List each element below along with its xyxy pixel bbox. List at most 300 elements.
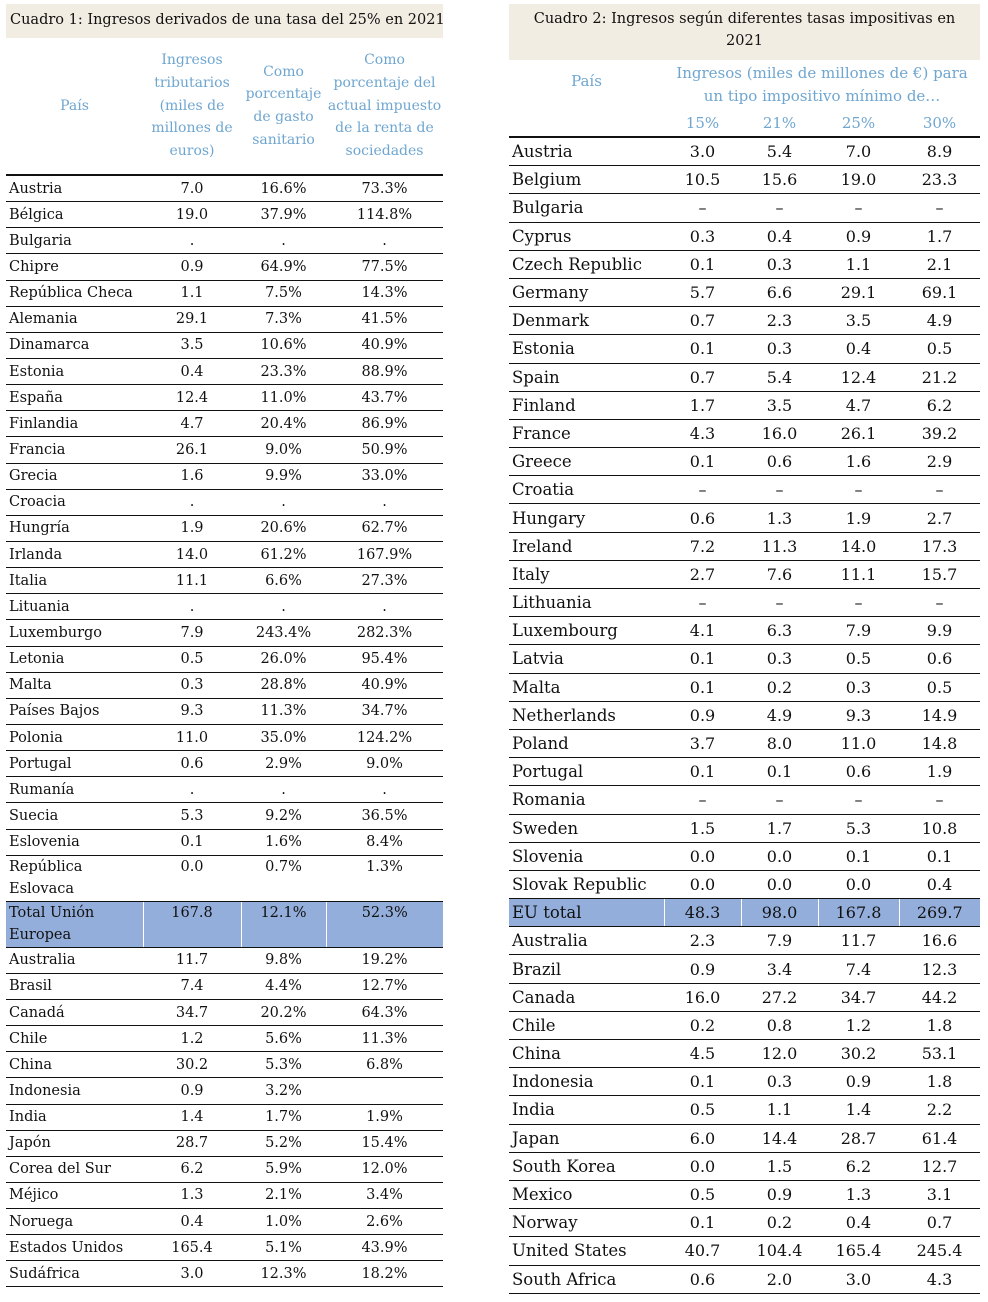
value-cell: . xyxy=(326,228,443,254)
value-cell: 12.1% xyxy=(241,901,326,947)
table-2-panel xyxy=(509,4,980,1294)
country-cell: Czech Republic xyxy=(509,250,664,278)
value-cell: 0.5 xyxy=(143,646,241,672)
table-row xyxy=(6,620,443,646)
value-cell: 114.8% xyxy=(326,202,443,228)
value-cell: 0.0 xyxy=(143,855,241,901)
value-cell: 2.0 xyxy=(741,1265,818,1293)
value-cell: 19.0 xyxy=(818,166,899,194)
country-cell: Poland xyxy=(509,729,664,757)
value-cell: 18.2% xyxy=(326,1261,443,1287)
value-cell: 5.9% xyxy=(241,1156,326,1182)
table-row xyxy=(509,645,980,673)
value-cell: 29.1 xyxy=(143,306,241,332)
value-cell: 7.2 xyxy=(664,532,741,560)
value-cell: 3.1 xyxy=(899,1180,980,1208)
value-cell: . xyxy=(241,228,326,254)
value-cell: 1.4 xyxy=(143,1104,241,1130)
table-row xyxy=(6,1104,443,1130)
table-row xyxy=(509,1180,980,1208)
table-row xyxy=(509,842,980,870)
value-cell: 1.6 xyxy=(143,463,241,489)
header-cit-pct: Como porcentaje del actual impuesto de la renta de sociedades xyxy=(327,52,442,160)
value-cell: 61.2% xyxy=(241,541,326,567)
value-cell: 2.2 xyxy=(899,1096,980,1124)
value-cell: 1.2 xyxy=(143,1026,241,1052)
country-cell: Corea del Sur xyxy=(6,1156,143,1182)
value-cell: 165.4 xyxy=(143,1235,241,1261)
value-cell: 33.0% xyxy=(326,463,443,489)
value-cell: 1.9 xyxy=(818,504,899,532)
table-row xyxy=(509,194,980,222)
country-cell: Estonia xyxy=(6,358,143,384)
value-cell: 0.7 xyxy=(664,307,741,335)
country-cell: Italia xyxy=(6,568,143,594)
value-cell: 1.9 xyxy=(143,515,241,541)
value-cell: 95.4% xyxy=(326,646,443,672)
value-cell: 9.3 xyxy=(818,701,899,729)
table-row xyxy=(509,1152,980,1180)
value-cell: 44.2 xyxy=(899,983,980,1011)
value-cell: . xyxy=(241,594,326,620)
value-cell: 0.5 xyxy=(818,645,899,673)
table-row xyxy=(509,1040,980,1068)
table-row xyxy=(6,254,443,280)
header-rate: 30% xyxy=(922,114,957,132)
value-cell: 1.4 xyxy=(818,1096,899,1124)
value-cell: 10.5 xyxy=(664,166,741,194)
value-cell: 5.1% xyxy=(241,1235,326,1261)
value-cell: 3.4% xyxy=(326,1182,443,1208)
country-cell: Chipre xyxy=(6,254,143,280)
value-cell: 0.4 xyxy=(899,870,980,898)
country-cell: South Africa xyxy=(509,1265,664,1293)
header-rate-group: Ingresos (miles de millones de €) para un tipo impositivo mínimo de… xyxy=(676,64,968,105)
table-row xyxy=(6,489,443,515)
value-cell: 245.4 xyxy=(899,1237,980,1265)
value-cell: 21.2 xyxy=(899,363,980,391)
value-cell: 14.0 xyxy=(818,532,899,560)
value-cell: 11.3% xyxy=(241,698,326,724)
value-cell: 7.6 xyxy=(741,560,818,588)
value-cell: 15.6 xyxy=(741,166,818,194)
value-cell: 1.7 xyxy=(741,814,818,842)
value-cell: 14.9 xyxy=(899,701,980,729)
table-row xyxy=(6,901,443,947)
value-cell: . xyxy=(143,489,241,515)
table-row xyxy=(6,228,443,254)
country-cell: Japón xyxy=(6,1130,143,1156)
value-cell: 1.3% xyxy=(326,855,443,901)
value-cell: 28.7 xyxy=(143,1130,241,1156)
value-cell: – xyxy=(664,786,741,814)
value-cell: 20.6% xyxy=(241,515,326,541)
value-cell: 6.6% xyxy=(241,568,326,594)
value-cell: 5.2% xyxy=(241,1130,326,1156)
country-cell: Lituania xyxy=(6,594,143,620)
country-cell: Greece xyxy=(509,448,664,476)
value-cell: 0.6 xyxy=(664,1265,741,1293)
table-row xyxy=(6,751,443,777)
table-row xyxy=(509,701,980,729)
value-cell: 4.9 xyxy=(741,701,818,729)
table-row xyxy=(6,1209,443,1235)
value-cell: 282.3% xyxy=(326,620,443,646)
value-cell: 11.1 xyxy=(818,560,899,588)
country-cell: Polonia xyxy=(6,724,143,750)
value-cell: 12.4 xyxy=(818,363,899,391)
table-row xyxy=(6,463,443,489)
table-row xyxy=(6,829,443,855)
value-cell: 0.9 xyxy=(664,955,741,983)
value-cell: . xyxy=(241,777,326,803)
value-cell: 2.7 xyxy=(899,504,980,532)
country-cell: República Eslovaca xyxy=(6,855,143,901)
table-row xyxy=(509,363,980,391)
value-cell: 1.3 xyxy=(741,504,818,532)
value-cell: 0.1 xyxy=(741,758,818,786)
value-cell: 14.8 xyxy=(899,729,980,757)
table-row xyxy=(509,250,980,278)
country-cell: Bulgaria xyxy=(6,228,143,254)
value-cell: 3.4 xyxy=(741,955,818,983)
table-1 xyxy=(6,38,443,1287)
value-cell: 6.2 xyxy=(143,1156,241,1182)
table-1-header-row xyxy=(6,38,443,175)
value-cell: 98.0 xyxy=(741,899,818,927)
value-cell: 0.0 xyxy=(741,842,818,870)
table-row xyxy=(6,646,443,672)
country-cell: Belgium xyxy=(509,166,664,194)
country-cell: Méjico xyxy=(6,1182,143,1208)
country-cell: Cyprus xyxy=(509,222,664,250)
table-1-title: Cuadro 1: Ingresos derivados de una tasa del 25% en 2021 xyxy=(6,4,443,38)
value-cell: 40.9% xyxy=(326,672,443,698)
value-cell: 7.9 xyxy=(741,927,818,955)
value-cell: – xyxy=(664,194,741,222)
value-cell: 34.7 xyxy=(143,999,241,1025)
value-cell: 9.3 xyxy=(143,698,241,724)
value-cell: 12.3 xyxy=(899,955,980,983)
country-cell: Chile xyxy=(509,1011,664,1039)
value-cell: 1.7 xyxy=(899,222,980,250)
value-cell: 10.8 xyxy=(899,814,980,842)
table-row xyxy=(509,166,980,194)
value-cell: 6.0 xyxy=(664,1124,741,1152)
table-row xyxy=(509,335,980,363)
table-row xyxy=(6,1182,443,1208)
table-row xyxy=(6,175,443,202)
value-cell: 5.3 xyxy=(143,803,241,829)
value-cell: 2.3 xyxy=(664,927,741,955)
value-cell: 61.4 xyxy=(899,1124,980,1152)
table-row xyxy=(509,589,980,617)
table-row xyxy=(509,758,980,786)
value-cell: 16.6% xyxy=(241,175,326,202)
table-row xyxy=(509,1237,980,1265)
table-row xyxy=(509,870,980,898)
value-cell: 167.8 xyxy=(818,899,899,927)
table-row xyxy=(6,411,443,437)
table-row xyxy=(509,927,980,955)
country-cell: Lithuania xyxy=(509,589,664,617)
country-cell: Netherlands xyxy=(509,701,664,729)
value-cell: 165.4 xyxy=(818,1237,899,1265)
value-cell: – xyxy=(818,194,899,222)
value-cell: 11.7 xyxy=(143,947,241,973)
value-cell: 0.0 xyxy=(664,1152,741,1180)
value-cell: 17.3 xyxy=(899,532,980,560)
country-cell: Hungary xyxy=(509,504,664,532)
value-cell: 36.5% xyxy=(326,803,443,829)
country-cell: Finlandia xyxy=(6,411,143,437)
value-cell: 3.0 xyxy=(664,137,741,166)
value-cell: 0.5 xyxy=(664,1096,741,1124)
value-cell: 0.9 xyxy=(664,701,741,729)
value-cell: 0.4 xyxy=(741,222,818,250)
country-cell: Sweden xyxy=(509,814,664,842)
value-cell: 0.0 xyxy=(664,870,741,898)
table-2 xyxy=(509,60,980,1294)
table-row xyxy=(6,541,443,567)
country-cell: Croacia xyxy=(6,489,143,515)
value-cell: 16.0 xyxy=(664,983,741,1011)
value-cell: 5.4 xyxy=(741,137,818,166)
country-cell: India xyxy=(509,1096,664,1124)
country-cell: Luxemburgo xyxy=(6,620,143,646)
value-cell: 12.3% xyxy=(241,1261,326,1287)
table-row xyxy=(6,803,443,829)
table-row xyxy=(6,1026,443,1052)
value-cell: 43.7% xyxy=(326,385,443,411)
total-row xyxy=(509,899,980,927)
value-cell: 0.5 xyxy=(899,673,980,701)
table-row xyxy=(6,306,443,332)
value-cell: – xyxy=(899,589,980,617)
header-revenue: Ingresos tributarios (miles de millones de euros) xyxy=(151,52,233,160)
value-cell: 0.4 xyxy=(818,1209,899,1237)
table-row xyxy=(509,1209,980,1237)
table-row xyxy=(509,504,980,532)
value-cell: 0.1 xyxy=(664,448,741,476)
table-row xyxy=(509,983,980,1011)
country-cell: Italy xyxy=(509,560,664,588)
country-cell: Portugal xyxy=(509,758,664,786)
value-cell: 9.9 xyxy=(899,617,980,645)
country-cell: Brasil xyxy=(6,973,143,999)
table-row xyxy=(509,729,980,757)
value-cell: 64.3% xyxy=(326,999,443,1025)
value-cell: 14.4 xyxy=(741,1124,818,1152)
country-cell: EU total xyxy=(509,899,664,927)
value-cell: 0.8 xyxy=(741,1011,818,1039)
country-cell: Indonesia xyxy=(509,1068,664,1096)
table-row xyxy=(6,777,443,803)
table-row xyxy=(6,280,443,306)
value-cell: 0.5 xyxy=(664,1180,741,1208)
value-cell: 0.9 xyxy=(741,1180,818,1208)
value-cell: 1.0% xyxy=(241,1209,326,1235)
country-cell: Denmark xyxy=(509,307,664,335)
country-cell: Austria xyxy=(509,137,664,166)
table-row xyxy=(6,1235,443,1261)
value-cell: . xyxy=(143,594,241,620)
table-row xyxy=(509,448,980,476)
value-cell: 12.7% xyxy=(326,973,443,999)
table-2-title: Cuadro 2: Ingresos según diferentes tasas impositivas en 2021 xyxy=(509,4,980,60)
value-cell: 34.7% xyxy=(326,698,443,724)
value-cell: 7.0 xyxy=(143,175,241,202)
value-cell: 1.9 xyxy=(899,758,980,786)
value-cell: 53.1 xyxy=(899,1040,980,1068)
value-cell: 7.9 xyxy=(818,617,899,645)
country-cell: Sudáfrica xyxy=(6,1261,143,1287)
value-cell: 11.0 xyxy=(818,729,899,757)
country-cell: Dinamarca xyxy=(6,332,143,358)
value-cell: 30.2 xyxy=(818,1040,899,1068)
table-1-panel xyxy=(6,4,443,1287)
value-cell: 3.5 xyxy=(741,391,818,419)
value-cell: 3.7 xyxy=(664,729,741,757)
value-cell: 4.7 xyxy=(143,411,241,437)
value-cell: 2.3 xyxy=(741,307,818,335)
value-cell: 0.1 xyxy=(664,673,741,701)
table-row xyxy=(509,222,980,250)
value-cell: 1.6 xyxy=(818,448,899,476)
header-rate: 25% xyxy=(841,114,876,132)
country-cell: Países Bajos xyxy=(6,698,143,724)
country-cell: Francia xyxy=(6,437,143,463)
value-cell: 0.1 xyxy=(664,645,741,673)
value-cell: 6.6 xyxy=(741,278,818,306)
value-cell: 4.3 xyxy=(899,1265,980,1293)
country-cell: Finland xyxy=(509,391,664,419)
value-cell: 39.2 xyxy=(899,419,980,447)
value-cell: 8.0 xyxy=(741,729,818,757)
value-cell: . xyxy=(326,777,443,803)
value-cell: 0.7 xyxy=(899,1209,980,1237)
value-cell: 29.1 xyxy=(818,278,899,306)
country-cell: Grecia xyxy=(6,463,143,489)
value-cell: 1.1 xyxy=(143,280,241,306)
value-cell: 11.3 xyxy=(741,532,818,560)
value-cell: – xyxy=(741,786,818,814)
value-cell: 0.0 xyxy=(818,870,899,898)
value-cell: 1.9% xyxy=(326,1104,443,1130)
value-cell: 0.3 xyxy=(818,673,899,701)
value-cell: 12.7 xyxy=(899,1152,980,1180)
table-row xyxy=(509,617,980,645)
country-cell: Bélgica xyxy=(6,202,143,228)
value-cell: – xyxy=(818,786,899,814)
country-cell: Estados Unidos xyxy=(6,1235,143,1261)
header-country: País xyxy=(60,97,89,114)
value-cell: 1.2 xyxy=(818,1011,899,1039)
country-cell: Canada xyxy=(509,983,664,1011)
value-cell: . xyxy=(143,777,241,803)
value-cell: 0.6 xyxy=(143,751,241,777)
value-cell: 1.7% xyxy=(241,1104,326,1130)
country-cell: Letonia xyxy=(6,646,143,672)
table-1-body xyxy=(6,175,443,1287)
value-cell: 77.5% xyxy=(326,254,443,280)
value-cell: – xyxy=(741,476,818,504)
country-cell: United States xyxy=(509,1237,664,1265)
country-cell: Alemania xyxy=(6,306,143,332)
value-cell: 104.4 xyxy=(741,1237,818,1265)
value-cell: 0.1 xyxy=(664,758,741,786)
value-cell: . xyxy=(241,489,326,515)
value-cell: 6.2 xyxy=(899,391,980,419)
value-cell: 9.0% xyxy=(241,437,326,463)
value-cell: 4.7 xyxy=(818,391,899,419)
table-row xyxy=(509,1068,980,1096)
value-cell: 2.9% xyxy=(241,751,326,777)
value-cell: – xyxy=(664,589,741,617)
value-cell: 5.7 xyxy=(664,278,741,306)
value-cell: 0.3 xyxy=(741,335,818,363)
table-row xyxy=(509,1011,980,1039)
value-cell: 7.4 xyxy=(818,955,899,983)
value-cell: 11.0 xyxy=(143,724,241,750)
country-cell: Australia xyxy=(6,947,143,973)
country-cell: Malta xyxy=(509,673,664,701)
value-cell: 50.9% xyxy=(326,437,443,463)
value-cell: 0.1 xyxy=(664,1209,741,1237)
value-cell: 269.7 xyxy=(899,899,980,927)
table-row xyxy=(6,999,443,1025)
table-row xyxy=(6,437,443,463)
country-cell: Spain xyxy=(509,363,664,391)
value-cell: 6.3 xyxy=(741,617,818,645)
table-row xyxy=(6,594,443,620)
table-row xyxy=(509,1265,980,1293)
value-cell: 8.9 xyxy=(899,137,980,166)
value-cell: 1.6% xyxy=(241,829,326,855)
value-cell: 124.2% xyxy=(326,724,443,750)
value-cell: 28.8% xyxy=(241,672,326,698)
country-cell: Rumanía xyxy=(6,777,143,803)
value-cell: 40.9% xyxy=(326,332,443,358)
value-cell: 1.1 xyxy=(818,250,899,278)
country-cell: Estonia xyxy=(509,335,664,363)
header-country: País xyxy=(571,72,602,90)
value-cell: 243.4% xyxy=(241,620,326,646)
value-cell: 1.1 xyxy=(741,1096,818,1124)
value-cell: 0.2 xyxy=(741,1209,818,1237)
country-cell: Slovenia xyxy=(509,842,664,870)
country-cell: Suecia xyxy=(6,803,143,829)
value-cell: 23.3% xyxy=(241,358,326,384)
table-row xyxy=(509,391,980,419)
value-cell: 167.8 xyxy=(143,901,241,947)
value-cell: 8.4% xyxy=(326,829,443,855)
value-cell: – xyxy=(741,194,818,222)
table-row xyxy=(6,855,443,901)
value-cell: 69.1 xyxy=(899,278,980,306)
value-cell: 5.6% xyxy=(241,1026,326,1052)
value-cell: 2.6% xyxy=(326,1209,443,1235)
value-cell: 0.4 xyxy=(143,1209,241,1235)
value-cell: 0.7% xyxy=(241,855,326,901)
value-cell: 0.1 xyxy=(664,335,741,363)
value-cell: 1.3 xyxy=(143,1182,241,1208)
value-cell: 0.1 xyxy=(818,842,899,870)
value-cell: – xyxy=(899,476,980,504)
value-cell: 16.6 xyxy=(899,927,980,955)
table-row xyxy=(6,202,443,228)
value-cell: 35.0% xyxy=(241,724,326,750)
